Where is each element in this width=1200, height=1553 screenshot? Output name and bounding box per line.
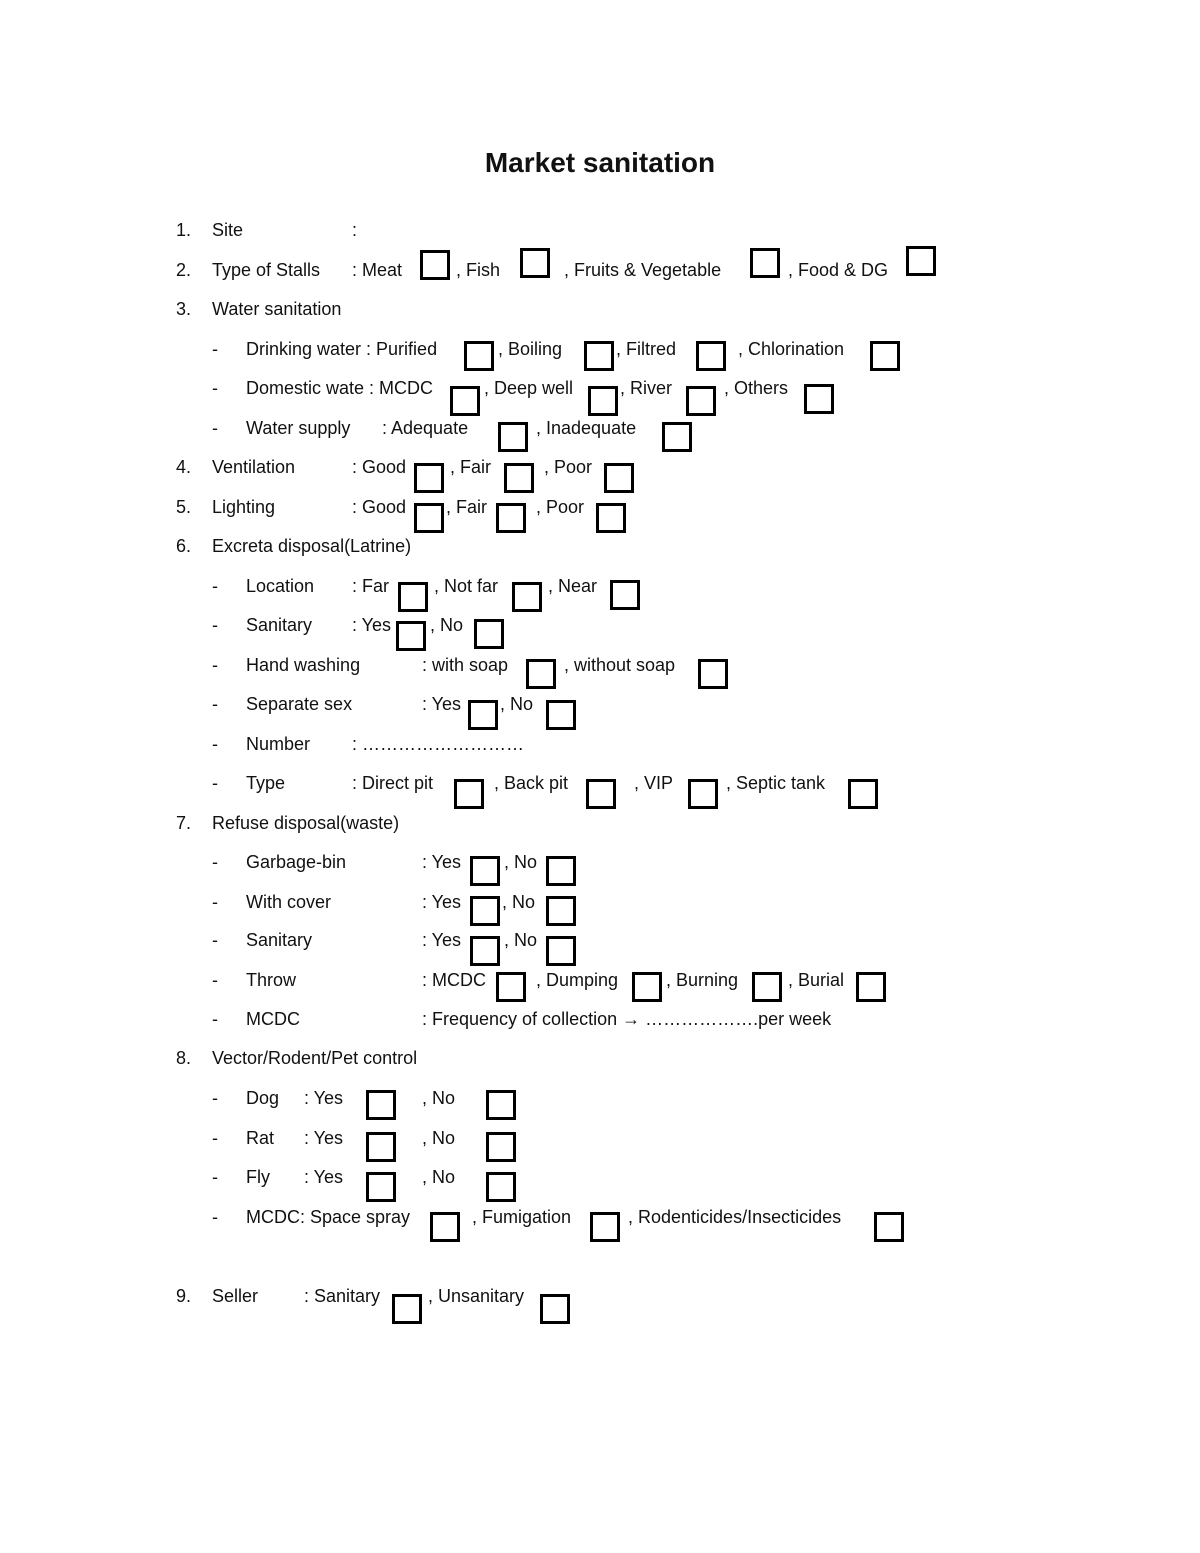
option-mcdc-label: : MCDC [422, 970, 486, 990]
option-rodenticides-label: , Rodenticides/Insecticides [628, 1207, 842, 1227]
item-label-stalls: Type of Stalls [212, 260, 321, 280]
option-yes-label: : Yes [422, 892, 462, 912]
item-number: 9. [176, 1286, 192, 1306]
item-number: 1. [176, 220, 192, 240]
option-yes-label: : Yes [422, 694, 462, 714]
option-deep-well-label: , Deep well [484, 378, 574, 398]
option-vip-label: , VIP [634, 773, 674, 793]
others-checkbox[interactable] [804, 384, 834, 414]
with-soap-checkbox[interactable] [526, 659, 556, 689]
garbage-bin-no-checkbox[interactable] [546, 856, 576, 886]
rodenticides-insecticides-checkbox[interactable] [874, 1212, 904, 1242]
option-poor-label: , Poor [536, 497, 585, 517]
dash: - [212, 1167, 218, 1187]
sub-label-fly: Fly [246, 1167, 270, 1187]
dash: - [212, 773, 218, 793]
back-pit-checkbox[interactable] [586, 779, 616, 809]
refuse-sanitary-no-checkbox[interactable] [546, 936, 576, 966]
with-cover-no-checkbox[interactable] [546, 896, 576, 926]
sub-label-type: Type [246, 773, 286, 793]
item-number: 3. [176, 299, 192, 319]
latrine-sanitary-yes-checkbox[interactable] [396, 621, 426, 651]
fumigation-checkbox[interactable] [590, 1212, 620, 1242]
option-no-label: , No [422, 1128, 456, 1148]
item-number: 2. [176, 260, 192, 280]
seller-sanitary-checkbox[interactable] [392, 1294, 422, 1324]
sub-label-domestic: Domestic wate : MCDC [246, 378, 434, 398]
option-fruits-label: , Fruits & Vegetable [564, 260, 722, 280]
deep-well-checkbox[interactable] [588, 386, 618, 416]
latrine-sanitary-no-checkbox[interactable] [474, 619, 504, 649]
option-direct-pit-label: : Direct pit [352, 773, 434, 793]
sub-label-mcdc-space-spray: MCDC: Space spray [246, 1207, 411, 1227]
item-number: 7. [176, 813, 192, 833]
option-others-label: , Others [724, 378, 789, 398]
dash: - [212, 615, 218, 635]
throw-mcdc-checkbox[interactable] [496, 972, 526, 1002]
sub-label-separate-sex: Separate sex [246, 694, 353, 714]
lighting-poor-checkbox[interactable] [596, 503, 626, 533]
dog-no-checkbox[interactable] [486, 1090, 516, 1120]
dash: - [212, 892, 218, 912]
item-label-vector: Vector/Rodent/Pet control [212, 1048, 418, 1068]
option-no-label: , No [500, 694, 534, 714]
option-sanitary-label: : Sanitary [304, 1286, 381, 1306]
option-fumigation-label: , Fumigation [472, 1207, 572, 1227]
dash: - [212, 418, 218, 438]
dash: - [212, 852, 218, 872]
burial-checkbox[interactable] [856, 972, 886, 1002]
option-fair-label: , Fair [446, 497, 488, 517]
filtred-checkbox[interactable] [696, 341, 726, 371]
option-no-label: , No [502, 892, 536, 912]
option-yes-label: : Yes [352, 615, 392, 635]
boiling-checkbox[interactable] [584, 341, 614, 371]
option-without-soap-label: , without soap [564, 655, 676, 675]
location-far-checkbox[interactable] [398, 582, 428, 612]
dog-yes-checkbox[interactable] [366, 1090, 396, 1120]
space-spray-checkbox[interactable] [430, 1212, 460, 1242]
option-good-label: : Good [352, 497, 407, 517]
item-number: 4. [176, 457, 192, 477]
sub-label-rat: Rat [246, 1128, 275, 1148]
rat-no-checkbox[interactable] [486, 1132, 516, 1162]
separate-sex-yes-checkbox[interactable] [468, 700, 498, 730]
option-dumping-label: , Dumping [536, 970, 619, 990]
without-soap-checkbox[interactable] [698, 659, 728, 689]
dash: - [212, 378, 218, 398]
option-fair-label: , Fair [450, 457, 492, 477]
option-yes-label: : Yes [304, 1128, 344, 1148]
sub-label-drinking: Drinking water : Purified [246, 339, 438, 359]
frequency-of-collection-field[interactable]: : Frequency of collection → ……………….per week [422, 1009, 832, 1029]
option-yes-label: : Yes [422, 930, 462, 950]
sub-label-dog: Dog [246, 1088, 280, 1108]
dash: - [212, 1009, 218, 1029]
dash: - [212, 576, 218, 596]
option-no-label: , No [422, 1088, 456, 1108]
location-not-far-checkbox[interactable] [512, 582, 542, 612]
food-dg-checkbox[interactable] [906, 246, 936, 276]
option-good-label: : Good [352, 457, 407, 477]
option-burning-label: , Burning [666, 970, 739, 990]
inadequate-checkbox[interactable] [662, 422, 692, 452]
rat-yes-checkbox[interactable] [366, 1132, 396, 1162]
option-back-pit-label: , Back pit [494, 773, 569, 793]
item-number: 6. [176, 536, 192, 556]
fly-yes-checkbox[interactable] [366, 1172, 396, 1202]
option-burial-label: , Burial [788, 970, 845, 990]
dash: - [212, 339, 218, 359]
item-label-excreta: Excreta disposal(Latrine) [212, 536, 412, 556]
option-river-label: , River [620, 378, 673, 398]
refuse-sanitary-yes-checkbox[interactable] [470, 936, 500, 966]
option-near-label: , Near [548, 576, 598, 596]
adequate-checkbox[interactable] [498, 422, 528, 452]
separate-sex-no-checkbox[interactable] [546, 700, 576, 730]
option-yes-label: : Yes [304, 1167, 344, 1187]
fruits-vegetable-checkbox[interactable] [750, 248, 780, 278]
sub-label-number: Number [246, 734, 311, 754]
option-fish-label: , Fish [456, 260, 501, 280]
sub-label-hand-washing: Hand washing [246, 655, 361, 675]
option-chlorination-label: , Chlorination [738, 339, 845, 359]
sub-label-water-supply: Water supply [246, 418, 351, 438]
option-unsanitary-label: , Unsanitary [428, 1286, 525, 1306]
ventilation-fair-checkbox[interactable] [504, 463, 534, 493]
mcdc-water-checkbox[interactable] [450, 386, 480, 416]
sub-label-throw: Throw [246, 970, 297, 990]
chlorination-checkbox[interactable] [870, 341, 900, 371]
option-boiling-label: , Boiling [498, 339, 563, 359]
sub-label-location: Location [246, 576, 315, 596]
sub-label-sanitary: Sanitary [246, 930, 313, 950]
location-near-checkbox[interactable] [610, 580, 640, 610]
option-no-label: , No [422, 1167, 456, 1187]
option-poor-label: , Poor [544, 457, 593, 477]
sub-label-with-cover: With cover [246, 892, 332, 912]
septic-tank-checkbox[interactable] [848, 779, 878, 809]
option-adequate-label: : Adequate [382, 418, 469, 438]
dash: - [212, 694, 218, 714]
item-label-lighting: Lighting [212, 497, 276, 517]
option-meat-label: : Meat [352, 260, 403, 280]
vip-checkbox[interactable] [688, 779, 718, 809]
lighting-good-checkbox[interactable] [414, 503, 444, 533]
item-number: 8. [176, 1048, 192, 1068]
option-filtred-label: , Filtred [616, 339, 677, 359]
fly-no-checkbox[interactable] [486, 1172, 516, 1202]
sub-label-mcdc: MCDC [246, 1009, 300, 1029]
option-no-label: , No [504, 852, 538, 872]
burning-checkbox[interactable] [752, 972, 782, 1002]
option-not-far-label: , Not far [434, 576, 499, 596]
ventilation-poor-checkbox[interactable] [604, 463, 634, 493]
item-label-ventilation: Ventilation [212, 457, 296, 477]
option-no-label: , No [430, 615, 464, 635]
option-inadequate-label: , Inadequate [536, 418, 637, 438]
dash: - [212, 655, 218, 675]
dash: - [212, 734, 218, 754]
item-label-seller: Seller [212, 1286, 259, 1306]
item-number: 5. [176, 497, 192, 517]
option-septic-tank-label: , Septic tank [726, 773, 826, 793]
item-label-site: Site [212, 220, 244, 240]
dash: - [212, 930, 218, 950]
seller-unsanitary-checkbox[interactable] [540, 1294, 570, 1324]
dumping-checkbox[interactable] [632, 972, 662, 1002]
dash: - [212, 970, 218, 990]
option-no-label: , No [504, 930, 538, 950]
option-with-soap-label: : with soap [422, 655, 509, 675]
purified-checkbox[interactable] [464, 341, 494, 371]
number-blank-field[interactable]: : ……………………… [352, 734, 525, 754]
dash: - [212, 1128, 218, 1148]
ventilation-good-checkbox[interactable] [414, 463, 444, 493]
sub-label-sanitary: Sanitary [246, 615, 313, 635]
option-food-dg-label: , Food & DG [788, 260, 889, 280]
direct-pit-checkbox[interactable] [454, 779, 484, 809]
page-title: Market sanitation [484, 147, 716, 178]
sub-label-garbage-bin: Garbage-bin [246, 852, 347, 872]
dash: - [212, 1207, 218, 1227]
with-cover-yes-checkbox[interactable] [470, 896, 500, 926]
garbage-bin-yes-checkbox[interactable] [470, 856, 500, 886]
option-yes-label: : Yes [422, 852, 462, 872]
dash: - [212, 1088, 218, 1108]
fish-checkbox[interactable] [520, 248, 550, 278]
option-far-label: : Far [352, 576, 390, 596]
meat-checkbox[interactable] [420, 250, 450, 280]
lighting-fair-checkbox[interactable] [496, 503, 526, 533]
item-label-refuse: Refuse disposal(waste) [212, 813, 400, 833]
option-yes-label: : Yes [304, 1088, 344, 1108]
item-label-water: Water sanitation [212, 299, 342, 319]
item-separator: : [352, 220, 358, 240]
river-checkbox[interactable] [686, 386, 716, 416]
